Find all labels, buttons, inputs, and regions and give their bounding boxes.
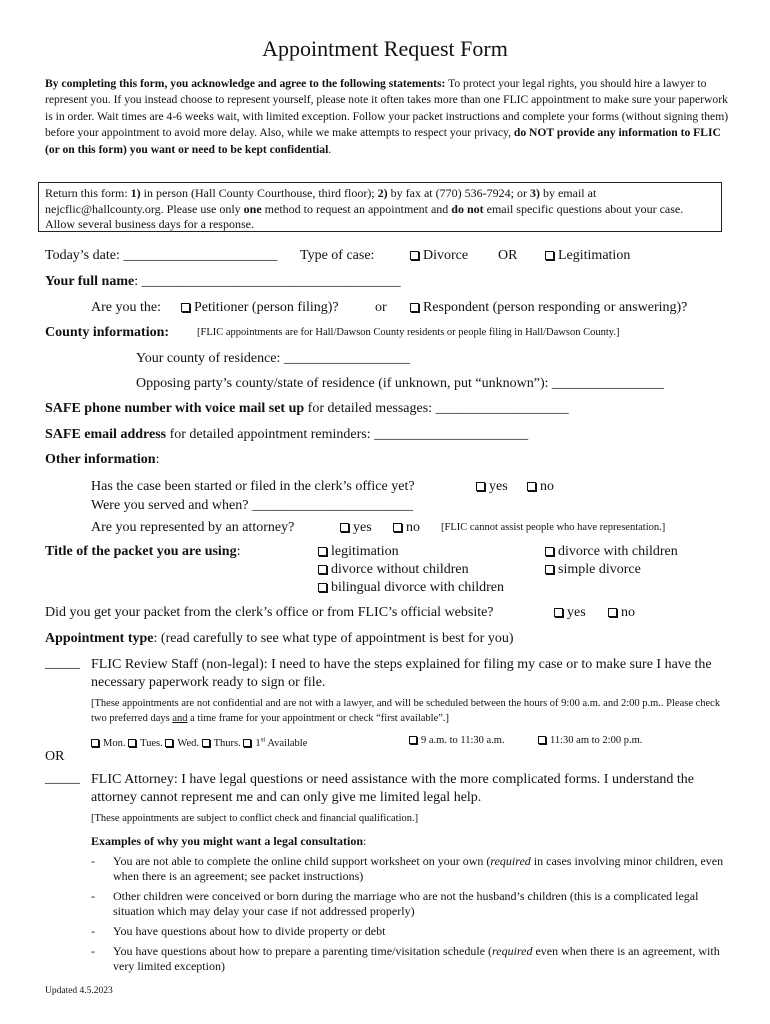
packet-title-label: Title of the packet you are using — [45, 544, 237, 559]
appointment-type-heading — [45, 631, 514, 647]
first-available-num: 1 — [255, 737, 261, 749]
first-available-checkbox[interactable] — [243, 739, 251, 747]
case-started-no-label: no — [540, 479, 554, 494]
full-name-label: Your full name — [45, 274, 135, 289]
county-info-label: County information: — [45, 325, 170, 340]
updated-footer: Updated 4.5.2023 — [45, 986, 113, 996]
day-tuesday-label: Tues. — [140, 737, 163, 749]
day-monday-label: Mon. — [103, 737, 126, 749]
intro-body: To protect your legal rights, you should hire a lawyer to represent you. If you instead choose to represent yourself, please note it often takes more than one FLIC appointment to make sure your paperwork is in order. Wait times are 4-6 weeks wait, with limited exception. Follow your packet instructions and complete your forms (without signing them) before your appointment to avoid more delay. Also, while we make attempts to respect your privacy, — [45, 77, 729, 140]
time-option-1-checkbox[interactable] — [409, 736, 417, 744]
example-bullet-2: - — [91, 889, 95, 903]
attorney-appt-text: FLIC Attorney: I have legal questions or need assistance with the more complicated forms. I understand the attorney cannot represent me and can only give me limited legal help. — [91, 772, 695, 805]
intro-confidential-warning: do NOT provide any information to FLIC (or on this form) you want or need to be kept confidential — [45, 126, 721, 156]
respondent-option[interactable] — [410, 300, 687, 316]
review-staff-note-b: a time frame for your appointment or check “first available”.] — [187, 712, 450, 724]
packet-simple-divorce-checkbox[interactable] — [545, 565, 554, 574]
example-bullet-3: - — [91, 924, 95, 938]
return-num-3: 3) — [529, 186, 540, 200]
packet-title-colon: : — [236, 544, 241, 559]
case-started-yes[interactable] — [476, 479, 508, 495]
packet-option-simple-divorce[interactable] — [545, 562, 641, 578]
packet-divorce-without-children-checkbox[interactable] — [318, 565, 327, 574]
day-tuesday[interactable] — [128, 738, 163, 749]
legitimation-label: Legitimation — [558, 248, 631, 263]
packet-source-yes-label: yes — [567, 605, 586, 620]
attorney-yes-label: yes — [353, 520, 372, 535]
opposing-county-field[interactable]: Opposing party’s county/state of residence (if unknown, put “unknown”): ________________ — [136, 376, 665, 391]
review-staff-blank[interactable]: _____ — [45, 656, 80, 671]
packet-option-legitimation[interactable] — [318, 544, 399, 560]
packet-legitimation-checkbox[interactable] — [318, 547, 327, 556]
attorney-note: [FLIC cannot assist people who have representation.] — [441, 522, 666, 533]
petitioner-label: Petitioner (person filing)? — [194, 300, 339, 315]
return-text-4: by email at nejcflic@hallcounty.org. Please use only — [45, 186, 597, 216]
county-residence-field[interactable]: Your county of residence: __________________ — [136, 351, 410, 366]
example-item-1 — [113, 854, 728, 884]
review-staff-text: FLIC Review Staff (non-legal): I need to have the steps explained for filing my case or to make sure I have the necessary paperwork ready to sign or file. — [91, 657, 712, 690]
case-started-no-checkbox[interactable] — [527, 482, 536, 491]
first-available-label: Available — [265, 737, 308, 749]
packet-option-divorce-with-children[interactable] — [545, 544, 678, 560]
divorce-label: Divorce — [423, 248, 469, 263]
case-started-question: Has the case been started or filed in the clerk’s office yet? — [91, 479, 415, 494]
example-item-2: Other children were conceived or born during the marriage who are not the husband’s children (this is a complicated legal situation which may delay your case if not addressed properly) — [113, 889, 699, 918]
packet-divorce-with-children-checkbox[interactable] — [545, 547, 554, 556]
example-1-b: in cases involving minor children, even when there is an agreement; see packet instructions) — [113, 854, 724, 883]
other-info-label: Other information — [45, 452, 156, 467]
return-do-not: do not — [451, 201, 484, 216]
example-4-b: even when there is an agreement, with very limited exception) — [113, 944, 720, 973]
full-name-field[interactable] — [45, 274, 401, 290]
time-option-2-label: 11:30 am to 2:00 p.m. — [550, 735, 643, 746]
petitioner-checkbox[interactable] — [181, 303, 190, 312]
example-item-3: You have questions about how to divide property or debt — [113, 924, 386, 938]
return-one: one — [243, 201, 262, 216]
packet-source-yes[interactable] — [554, 605, 586, 621]
first-available-sup: st — [260, 735, 266, 743]
other-info-colon: : — [155, 452, 160, 467]
review-staff-note-and: and — [172, 712, 188, 724]
respondent-checkbox[interactable] — [410, 303, 419, 312]
appointment-type-label: Appointment type — [45, 631, 154, 646]
day-options — [91, 735, 307, 749]
example-item-4 — [113, 944, 728, 974]
day-wednesday-label: Wed. — [177, 737, 199, 749]
return-instructions-box — [38, 182, 722, 232]
day-wednesday-checkbox[interactable] — [165, 739, 173, 747]
examples-heading-text: Examples of why you might want a legal consultation — [91, 834, 364, 848]
example-1-required: required — [490, 854, 531, 868]
return-text-6: email specific questions about your case. Allow several business days for a response. — [45, 201, 684, 231]
packet-divorce-without-children-label: divorce without children — [331, 562, 469, 577]
case-started-yes-checkbox[interactable] — [476, 482, 485, 491]
safe-phone-field[interactable] — [45, 401, 569, 417]
attorney-no[interactable] — [393, 520, 420, 536]
attorney-no-checkbox[interactable] — [393, 523, 402, 532]
attorney-appt-blank[interactable]: _____ — [45, 771, 80, 786]
review-staff-note-a: [These appointments are not confidential and are not with a lawyer, and will be scheduled between the hours of 9:00 a.m. and 2:00 p.m.. Please check two preferred days — [91, 698, 721, 724]
type-of-case-label: Type of case: — [300, 248, 375, 263]
safe-email-label: SAFE email address — [45, 427, 167, 442]
day-wednesday[interactable] — [165, 738, 199, 749]
safe-phone-line: for detailed messages: ___________________ — [304, 401, 569, 416]
packet-source-no[interactable] — [608, 605, 635, 621]
packet-source-no-checkbox[interactable] — [608, 608, 617, 617]
petitioner-option[interactable] — [181, 300, 339, 316]
packet-option-divorce-without-children[interactable] — [318, 562, 469, 578]
legitimation-checkbox[interactable] — [545, 251, 554, 260]
attorney-yes[interactable] — [340, 520, 372, 536]
day-monday[interactable] — [91, 738, 125, 749]
full-name-line: : _____________________________________ — [134, 274, 401, 289]
safe-email-field[interactable] — [45, 427, 528, 443]
attorney-appt-note: [These appointments are subject to conflict check and financial qualification.] — [91, 813, 419, 824]
packet-simple-divorce-label: simple divorce — [558, 562, 641, 577]
example-4-a: You have questions about how to prepare a parenting time/visitation schedule ( — [113, 944, 493, 958]
divorce-option[interactable] — [410, 248, 468, 264]
case-started-yes-label: yes — [489, 479, 508, 494]
day-tuesday-checkbox[interactable] — [128, 739, 136, 747]
time-option-1[interactable] — [409, 735, 505, 746]
attorney-no-label: no — [406, 520, 420, 535]
intro-paragraph — [45, 76, 729, 158]
example-4-required: required — [492, 944, 533, 958]
example-1-a: You are not able to complete the online child support worksheet on your own ( — [113, 854, 491, 868]
other-info-heading — [45, 452, 159, 468]
day-thursday-checkbox[interactable] — [202, 739, 210, 747]
review-staff-note — [91, 697, 731, 726]
return-text-3: by fax at (770) 536-7924; or — [387, 186, 530, 200]
todays-date-field[interactable]: Today’s date: ______________________ — [45, 248, 278, 263]
return-num-2: 2) — [377, 186, 388, 200]
packet-title-heading — [45, 544, 241, 560]
day-thursday-label: Thurs. — [213, 737, 241, 749]
examples-heading — [91, 834, 366, 849]
divorce-checkbox[interactable] — [410, 251, 419, 260]
county-info-note: [FLIC appointments are for Hall/Dawson County residents or people filing in Hall/Dawson County.] — [197, 327, 620, 338]
served-field[interactable]: Were you served and when? _______________________ — [91, 498, 413, 513]
safe-email-line: for detailed appointment reminders: ______________________ — [166, 427, 529, 442]
return-num-1: 1) — [130, 186, 141, 200]
page-title: Appointment Request Form — [262, 36, 508, 61]
role-or: or — [375, 300, 387, 315]
packet-source-question: Did you get your packet from the clerk’s office or from FLIC’s official website? — [45, 605, 494, 620]
time-option-2-checkbox[interactable] — [538, 736, 546, 744]
example-bullet-1: - — [91, 854, 95, 868]
packet-bilingual-divorce-checkbox[interactable] — [318, 583, 327, 592]
attorney-question: Are you represented by an attorney? — [91, 520, 295, 535]
are-you-label: Are you the: — [91, 300, 161, 315]
return-text-2: in person (Hall County Courthouse, third floor); — [140, 186, 378, 200]
safe-phone-label: SAFE phone number with voice mail set up — [45, 401, 305, 416]
case-type-or: OR — [498, 248, 518, 263]
respondent-label: Respondent (person responding or answering)? — [423, 300, 688, 315]
day-thursday[interactable] — [202, 738, 241, 749]
return-text-5: method to request an appointment and — [261, 201, 452, 216]
examples-colon: : — [363, 834, 367, 848]
case-started-no[interactable] — [527, 479, 554, 495]
packet-legitimation-label: legitimation — [331, 544, 399, 559]
time-option-2[interactable] — [538, 735, 642, 746]
packet-bilingual-divorce-label: bilingual divorce with children — [331, 580, 505, 595]
day-monday-checkbox[interactable] — [91, 739, 99, 747]
intro-lead: By completing this form, you acknowledge and agree to the following statements: — [45, 77, 446, 90]
first-available[interactable] — [243, 735, 308, 749]
intro-end: . — [328, 142, 332, 156]
packet-source-no-label: no — [621, 605, 635, 620]
packet-option-bilingual-divorce[interactable] — [318, 580, 504, 596]
packet-source-yes-checkbox[interactable] — [554, 608, 563, 617]
or-separator: OR — [45, 749, 65, 764]
appointment-type-instructions: : (read carefully to see what type of appointment is best for you) — [153, 631, 514, 646]
example-bullet-4: - — [91, 944, 95, 958]
legitimation-option[interactable] — [545, 248, 630, 264]
return-text-1: Return this form: — [45, 186, 131, 200]
attorney-yes-checkbox[interactable] — [340, 523, 349, 532]
time-option-1-label: 9 a.m. to 11:30 a.m. — [421, 735, 505, 746]
packet-divorce-with-children-label: divorce with children — [558, 544, 678, 559]
